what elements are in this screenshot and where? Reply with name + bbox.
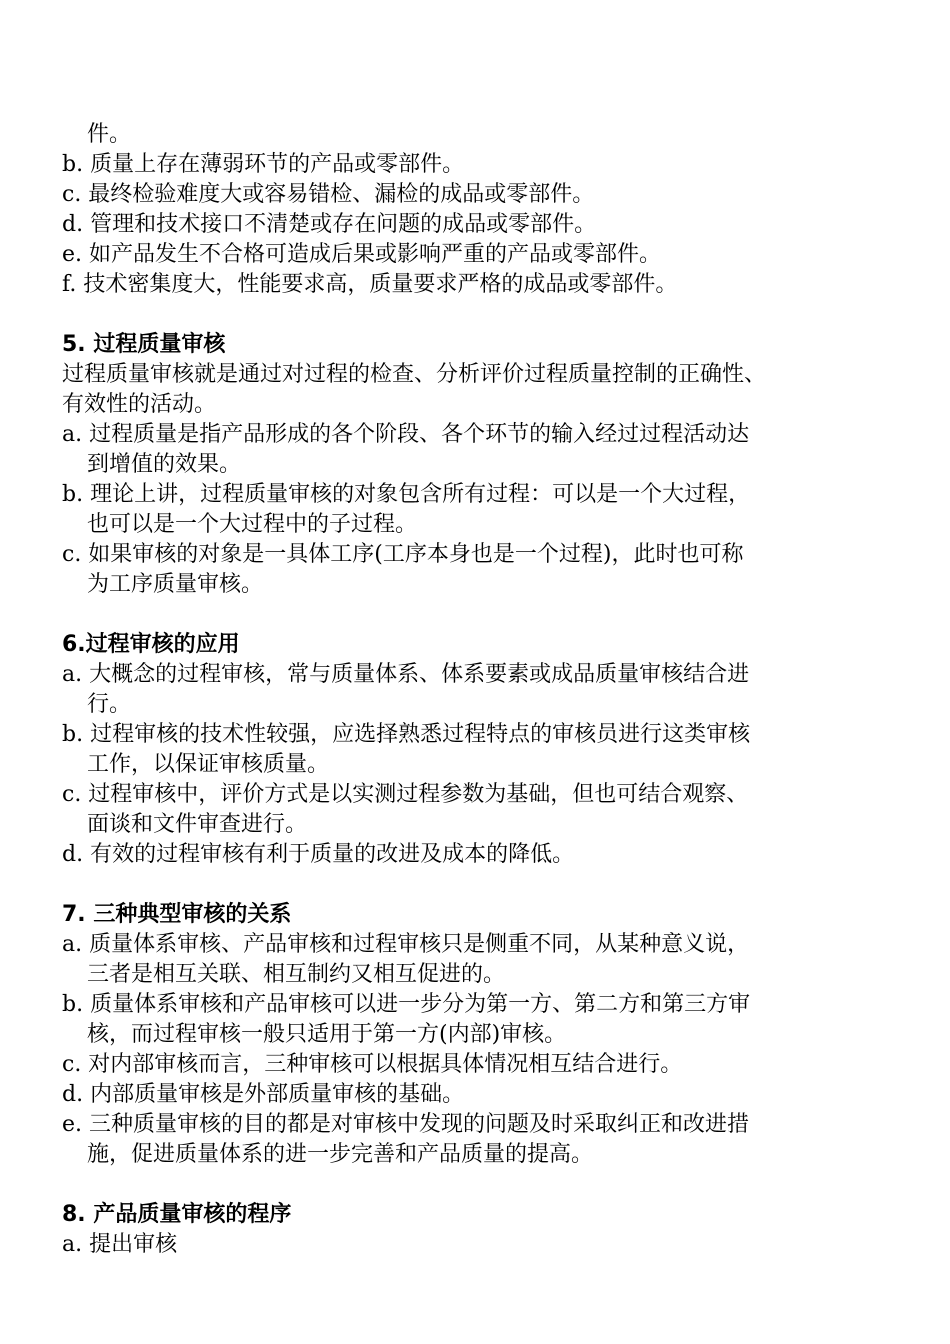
list-item-continuation: 件。	[87, 122, 132, 147]
list-item: e. 如产品发生不合格可造成后果或影响严重的产品或零部件。	[62, 242, 662, 267]
list-item: e. 三种质量审核的目的都是对审核中发现的问题及时采取纠正和改进措	[62, 1112, 750, 1137]
list-item-continuation: 施，促进质量体系的进一步完善和产品质量的提高。	[87, 1142, 594, 1167]
section-heading: 5. 过程质量审核	[62, 332, 226, 357]
document-page	[62, 120, 888, 1260]
list-item: c. 对内部审核而言，三种审核可以根据具体情况相互结合进行。	[62, 1052, 683, 1077]
section-heading: 8. 产品质量审核的程序	[62, 1202, 292, 1227]
section-heading: 6.过程审核的应用	[62, 632, 240, 657]
list-item-continuation: 工作，以保证审核质量。	[87, 752, 330, 777]
list-item: c. 如果审核的对象是一具体工序(工序本身也是一个过程)，此时也可称	[62, 542, 744, 567]
list-item-continuation: 行。	[87, 692, 132, 717]
list-item: f. 技术密集度大，性能要求高，质量要求严格的成品或零部件。	[62, 272, 678, 297]
list-item: a. 提出审核	[62, 1232, 178, 1257]
list-item: b. 过程审核的技术性较强，应选择熟悉过程特点的审核员进行这类审核	[62, 722, 751, 747]
section-heading: 7. 三种典型审核的关系	[62, 902, 292, 927]
list-item: a. 大概念的过程审核，常与质量体系、体系要素或成品质量审核结合进	[62, 662, 750, 687]
paragraph-line: 有效性的活动。	[62, 392, 217, 417]
list-item: b. 质量上存在薄弱环节的产品或零部件。	[62, 152, 465, 177]
list-item-continuation: 到增值的效果。	[87, 452, 242, 477]
list-item: b. 理论上讲，过程质量审核的对象包含所有过程：可以是一个大过程，	[62, 482, 751, 507]
list-item: b. 质量体系审核和产品审核可以进一步分为第一方、第二方和第三方审	[62, 992, 751, 1017]
list-item-continuation: 核，而过程审核一般只适用于第一方(内部)审核。	[87, 1022, 567, 1047]
list-item-continuation: 也可以是一个大过程中的子过程。	[87, 512, 418, 537]
list-item: d. 内部质量审核是外部质量审核的基础。	[62, 1082, 465, 1107]
list-item: d. 管理和技术接口不清楚或存在问题的成品或零部件。	[62, 212, 597, 237]
list-item: a. 质量体系审核、产品审核和过程审核只是侧重不同，从某种意义说，	[62, 932, 750, 957]
list-item: c. 过程审核中，评价方式是以实测过程参数为基础，但也可结合观察、	[62, 782, 749, 807]
list-item-continuation: 为工序质量审核。	[87, 572, 264, 597]
list-item-continuation: 三者是相互关联、相互制约又相互促进的。	[87, 962, 506, 987]
list-item: d. 有效的过程审核有利于质量的改进及成本的降低。	[62, 842, 575, 867]
paragraph-line: 过程质量审核就是通过对过程的检查、分析评价过程质量控制的正确性、	[62, 362, 767, 387]
list-item-continuation: 面谈和文件审查进行。	[87, 812, 308, 837]
list-item: c. 最终检验难度大或容易错检、漏检的成品或零部件。	[62, 182, 595, 207]
list-item: a. 过程质量是指产品形成的各个阶段、各个环节的输入经过过程活动达	[62, 422, 750, 447]
